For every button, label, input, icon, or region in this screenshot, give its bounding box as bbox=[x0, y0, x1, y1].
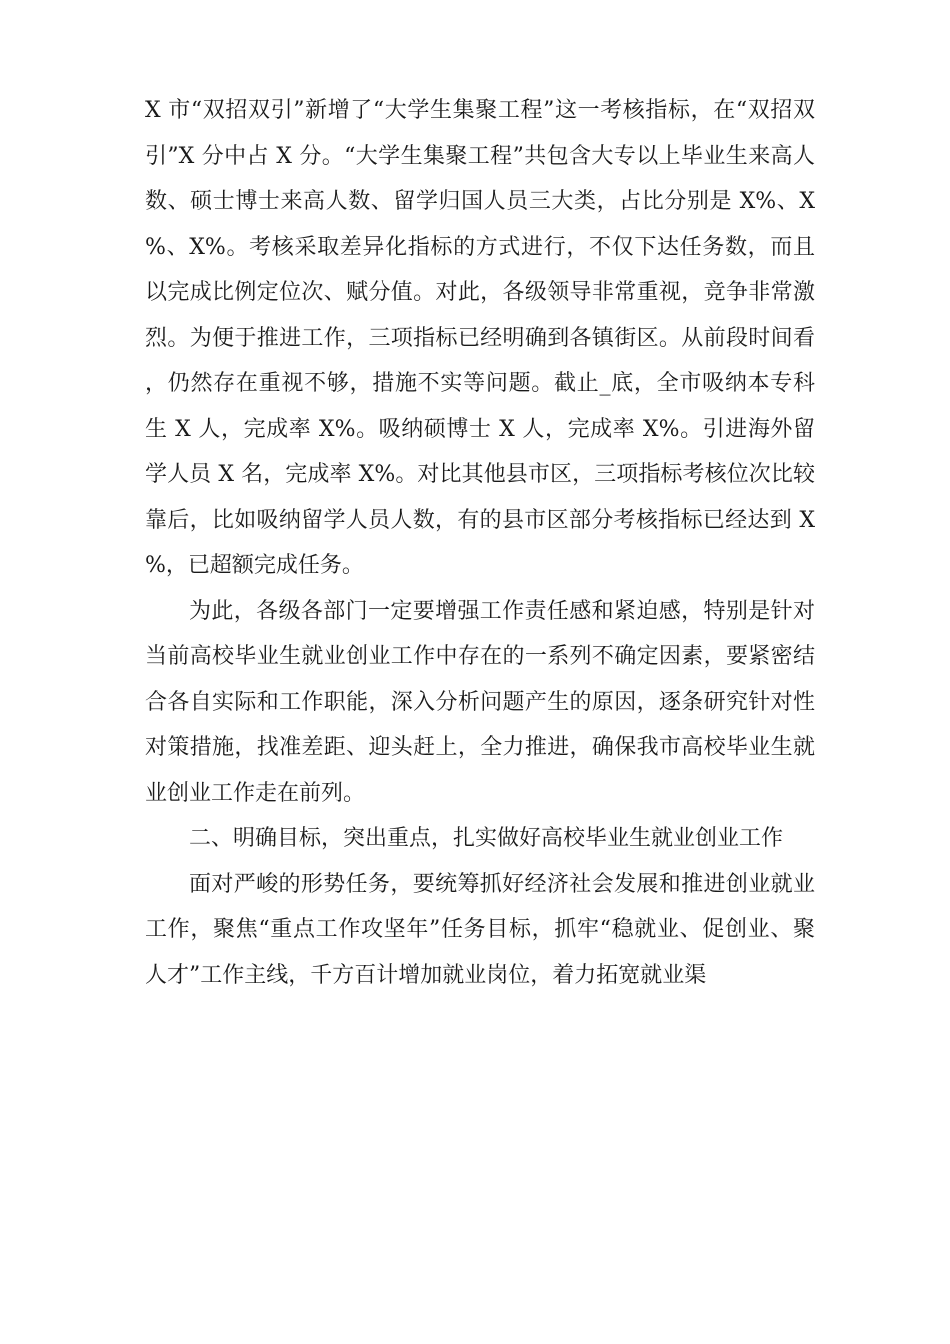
paragraph-3: 面对严峻的形势任务，要统筹抓好经济社会发展和推进创业就业工作，聚焦“重点工作攻坚年”任务目标，抓牢“稳就业、促创业、聚人才”工作主线，千方百计增加就业岗位，着力拓宽就业渠 bbox=[145, 871, 815, 988]
paragraph-1: X 市“双招双引”新增了“大学生集聚工程”这一考核指标，在“双招双引”X 分中占 X 分。“大学生集聚工程”共包含大专以上毕业生来高人数、硕士博士来高人数、留学归国人员三大类，占比分别是 X%、X%、X%。考核采取差异化指标的方式进行，不仅下达任务数，而且以完成比例定位次、赋分值。对此，各级领导非常重视，竞争非常激烈。为便于推进工作，三项指标已经明确到各镇街区。从前段时间看，仍然存在重视不够，措施不实等问题。截止_底，全市吸纳本专科生 X 人，完成率 X%。吸纳硕博士 X 人，完成率 X%。引进海外留学人员 X 名，完成率 X%。对比其他县市区，三项指标考核位次比较靠后，比如吸纳留学人员人数，有的县市区部分考核指标已经达到 X%，已超额完成任务。 bbox=[145, 98, 815, 578]
section-heading: 二、明确目标，突出重点，扎实做好高校毕业生就业创业工作 bbox=[189, 826, 784, 851]
document-page bbox=[145, 88, 815, 998]
paragraph-2: 为此，各级各部门一定要增强工作责任感和紧迫感，特别是针对当前高校毕业生就业创业工作中存在的一系列不确定因素，要紧密结合各自实际和工作职能，深入分析问题产生的原因，逐条研究针对性对策措施，找准差距、迎头赶上，全力推进，确保我市高校毕业生就业创业工作走在前列。 bbox=[145, 598, 815, 806]
